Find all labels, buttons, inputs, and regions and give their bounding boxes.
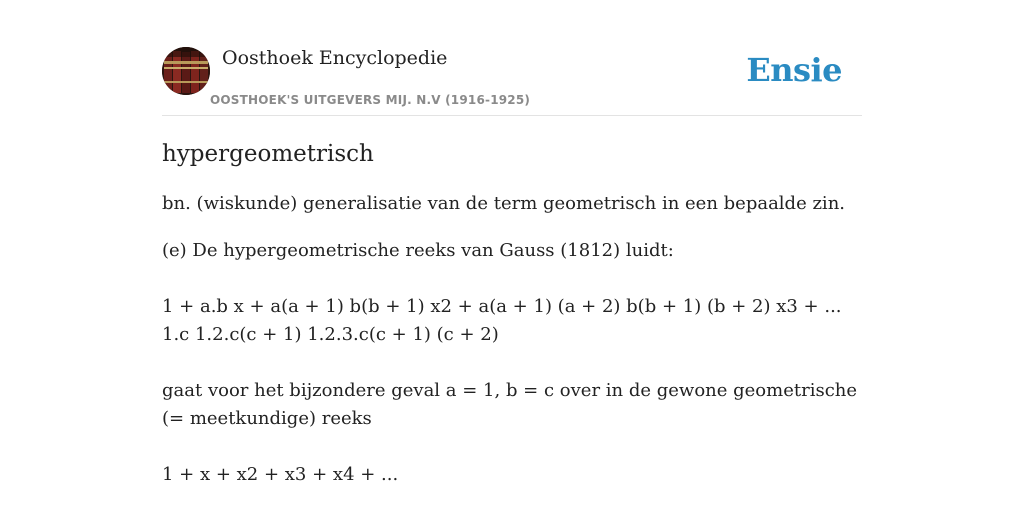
formula-geometric-series: 1 + x + x2 + x3 + x4 + ... [162, 464, 399, 485]
brand-logo[interactable]: Ensie [746, 51, 842, 89]
book-spines-icon[interactable] [162, 47, 210, 95]
spacer [162, 265, 862, 293]
paragraph-gauss-intro: (e) De hypergeometrische reeks van Gauss (1812) luidt: [162, 240, 674, 261]
spacer [162, 433, 862, 461]
formula-denominator-line: 1.c 1.2.c(c + 1) 1.2.3.c(c + 1) (c + 2) [162, 324, 499, 345]
page-title: hypergeometrisch [162, 141, 374, 167]
source-subtitle: OOSTHOEK'S UITGEVERS MIJ. N.V (1916-1925) [210, 93, 531, 107]
spacer [162, 349, 862, 377]
source-title[interactable]: Oosthoek Encyclopedie [222, 47, 448, 69]
paragraph-special-case: gaat voor het bijzondere geval a = 1, b = c over in de gewone geometrische (= meetkundige) reeks [162, 380, 858, 429]
source-header [162, 46, 862, 116]
spacer [162, 218, 862, 237]
definition-paragraph: bn. (wiskunde) generalisatie van de term geometrisch in een bepaalde zin. [162, 193, 846, 214]
header-divider [162, 115, 862, 116]
article-body [162, 138, 862, 489]
formula-numerator-line: 1 + a.b x + a(a + 1) b(b + 1) x2 + a(a + 1) (a + 2) b(b + 1) (b + 2) x3 + ... [162, 296, 842, 317]
